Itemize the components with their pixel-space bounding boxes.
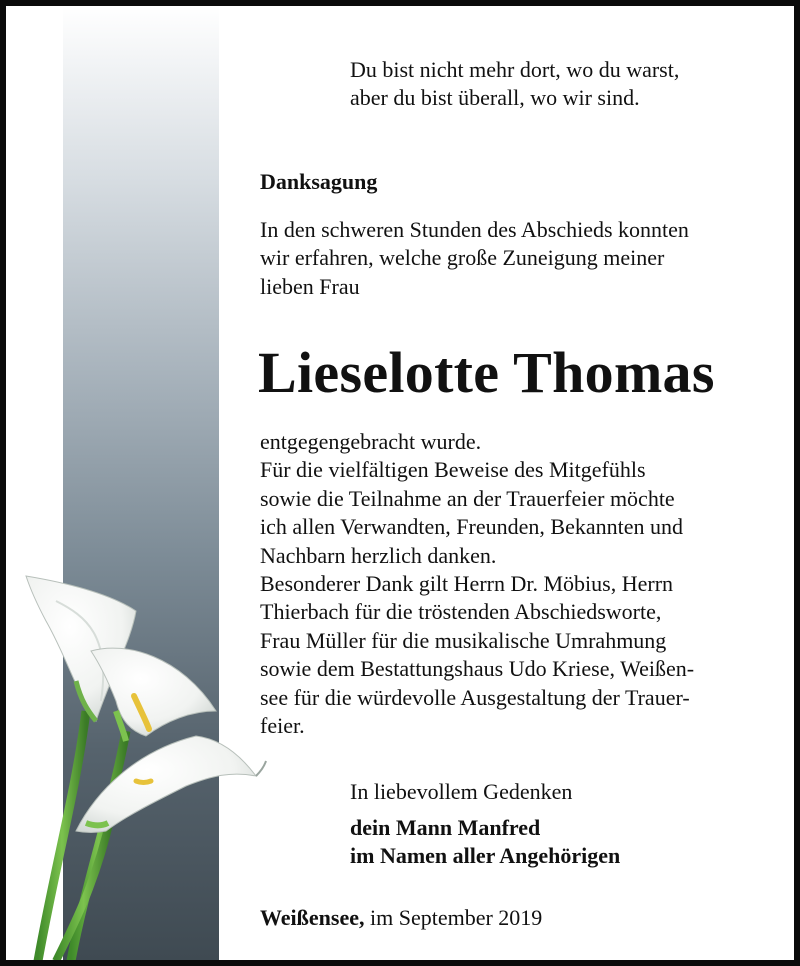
body-line: feier. (260, 713, 305, 739)
intro-line: In den schweren Stunden des Abschieds konnten (260, 217, 689, 242)
quote-line: Du bist nicht mehr dort, wo du warst, (350, 57, 680, 82)
body-line: Frau Müller für die musikalische Umrahmung (260, 627, 667, 653)
body-line: sowie dem Bestattungshaus Udo Kriese, Weißen- (260, 656, 695, 682)
quote-line: aber du bist überall, wo wir sind. (350, 85, 640, 111)
body-line: entgegengebracht wurde. (260, 429, 482, 454)
heading-danksagung: Danksagung (260, 169, 378, 194)
body-line: Thierbach für die tröstenden Abschiedsworte, (260, 599, 662, 625)
opening-quote (350, 56, 770, 113)
intro-paragraph (260, 216, 774, 301)
intro-line: wir erfahren, welche große Zuneigung meiner (260, 245, 665, 271)
body-line: Nachbarn herzlich danken. (260, 542, 497, 568)
place-name: Weißensee, (260, 905, 365, 930)
signature-line: dein Mann Manfred (350, 815, 541, 840)
closing-text: In liebevollem Gedenken (350, 779, 573, 804)
intro-line: lieben Frau (260, 273, 360, 299)
date-text: im September 2019 (364, 905, 543, 930)
closing-line (350, 778, 572, 806)
body-line: Für die vielfältigen Beweise des Mitgefühls (260, 457, 646, 483)
signature-block (350, 814, 620, 871)
place-date (260, 904, 542, 932)
thanks-paragraph (260, 428, 774, 740)
body-line: sowie die Teilnahme an der Trauerfeier möchte (260, 485, 675, 511)
deceased-name: Lieselotte Thomas (258, 340, 715, 405)
calla-lily-icon (16, 561, 276, 961)
body-line: Besonderer Dank gilt Herrn Dr. Möbius, Herrn (260, 571, 674, 597)
body-line: see für die würdevolle Ausgestaltung der Trauer- (260, 684, 690, 710)
body-line: ich allen Verwandten, Freunden, Bekannten und (260, 514, 683, 540)
signature-line: im Namen aller Angehörigen (350, 843, 621, 869)
